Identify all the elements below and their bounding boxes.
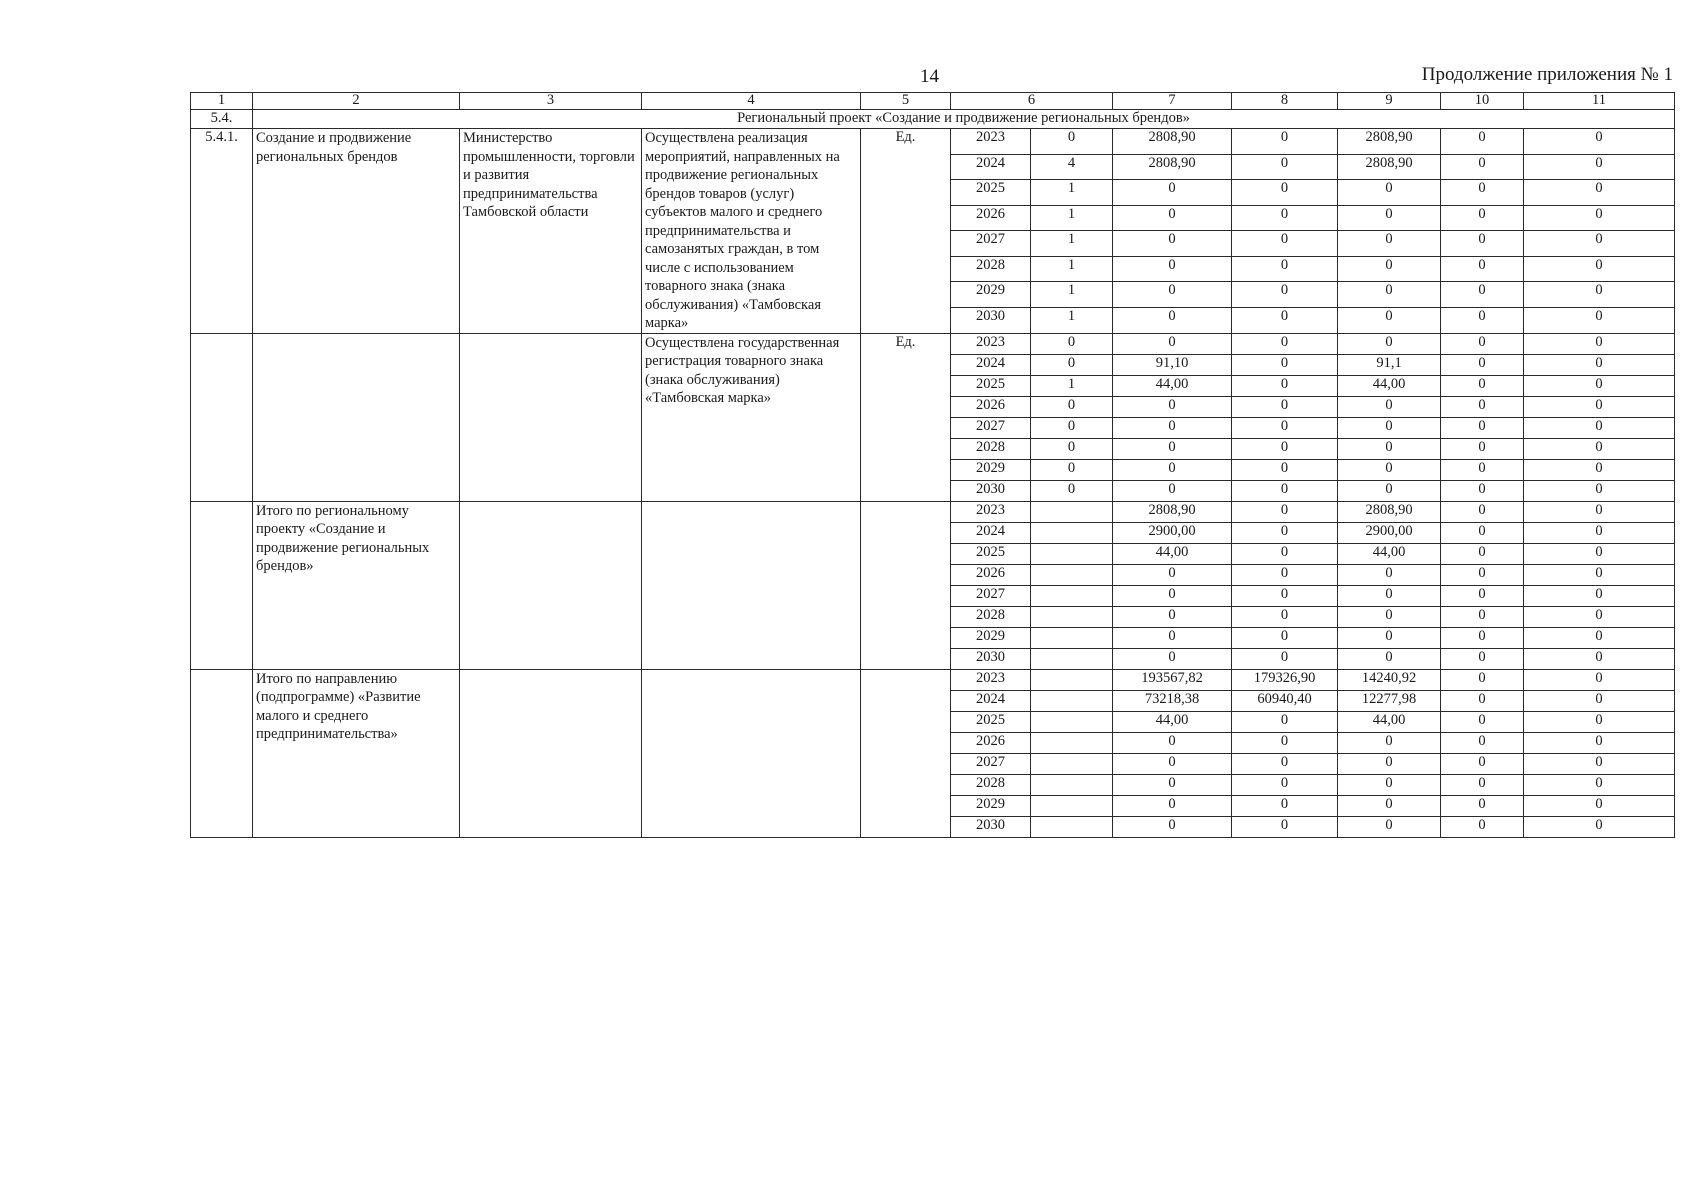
- total-amount: 0: [1113, 459, 1232, 480]
- local-budget: 0: [1441, 690, 1524, 711]
- extra-budget: 0: [1524, 417, 1675, 438]
- federal-budget: 0: [1232, 732, 1338, 753]
- indicator-value: [1031, 753, 1113, 774]
- row-executor: Министерство промышленности, торговли и развития предпринимательства Тамбовской области: [460, 129, 642, 334]
- year-cell: 2027: [951, 585, 1031, 606]
- federal-budget: 0: [1232, 480, 1338, 501]
- federal-budget: 0: [1232, 396, 1338, 417]
- extra-budget: 0: [1524, 154, 1675, 180]
- column-number-row: [191, 93, 1675, 110]
- year-cell: 2030: [951, 480, 1031, 501]
- indicator-value: 1: [1031, 375, 1113, 396]
- federal-budget: 0: [1232, 711, 1338, 732]
- total-amount: 2900,00: [1113, 522, 1232, 543]
- extra-budget: 0: [1524, 816, 1675, 837]
- extra-budget: 0: [1524, 648, 1675, 669]
- extra-budget: 0: [1524, 522, 1675, 543]
- indicator-value: 1: [1031, 205, 1113, 231]
- row-executor: [460, 501, 642, 669]
- total-amount: 0: [1113, 417, 1232, 438]
- local-budget: 0: [1441, 480, 1524, 501]
- extra-budget: 0: [1524, 256, 1675, 282]
- total-amount: 0: [1113, 564, 1232, 585]
- total-amount: 2808,90: [1113, 501, 1232, 522]
- federal-budget: 0: [1232, 522, 1338, 543]
- local-budget: 0: [1441, 732, 1524, 753]
- regional-budget: 0: [1338, 256, 1441, 282]
- extra-budget: 0: [1524, 690, 1675, 711]
- indicator-value: [1031, 564, 1113, 585]
- extra-budget: 0: [1524, 396, 1675, 417]
- year-cell: 2029: [951, 627, 1031, 648]
- indicator-value: [1031, 732, 1113, 753]
- indicator-value: [1031, 522, 1113, 543]
- indicator-value: 0: [1031, 480, 1113, 501]
- total-amount: 2808,90: [1113, 154, 1232, 180]
- total-amount: 0: [1113, 282, 1232, 308]
- local-budget: 0: [1441, 396, 1524, 417]
- regional-budget: 0: [1338, 648, 1441, 669]
- indicator-value: [1031, 606, 1113, 627]
- project-title: Региональный проект «Создание и продвижение региональных брендов»: [253, 110, 1675, 129]
- federal-budget: 0: [1232, 627, 1338, 648]
- federal-budget: 0: [1232, 795, 1338, 816]
- total-amount: 0: [1113, 774, 1232, 795]
- extra-budget: 0: [1524, 375, 1675, 396]
- total-amount: 0: [1113, 180, 1232, 206]
- total-amount: 2808,90: [1113, 129, 1232, 155]
- header-cell: 3: [460, 93, 642, 110]
- header-cell: 10: [1441, 93, 1524, 110]
- extra-budget: 0: [1524, 627, 1675, 648]
- federal-budget: 0: [1232, 354, 1338, 375]
- row-name: Создание и продвижение региональных брендов: [253, 129, 460, 334]
- year-cell: 2028: [951, 774, 1031, 795]
- row-code: [191, 669, 253, 837]
- federal-budget: 0: [1232, 154, 1338, 180]
- indicator-value: [1031, 501, 1113, 522]
- indicator-value: [1031, 816, 1113, 837]
- local-budget: 0: [1441, 154, 1524, 180]
- regional-budget: 0: [1338, 774, 1441, 795]
- regional-budget: 0: [1338, 816, 1441, 837]
- year-cell: 2028: [951, 256, 1031, 282]
- local-budget: 0: [1441, 501, 1524, 522]
- indicator-value: 0: [1031, 438, 1113, 459]
- header-cell: 7: [1113, 93, 1232, 110]
- federal-budget: 0: [1232, 180, 1338, 206]
- local-budget: 0: [1441, 354, 1524, 375]
- extra-budget: 0: [1524, 129, 1675, 155]
- total-amount: 0: [1113, 606, 1232, 627]
- total-amount: 0: [1113, 307, 1232, 333]
- extra-budget: 0: [1524, 585, 1675, 606]
- local-budget: 0: [1441, 231, 1524, 257]
- row-result: [642, 501, 861, 669]
- header-cell: 2: [253, 93, 460, 110]
- table-row: [191, 669, 1675, 690]
- row-code: 5.4.1.: [191, 129, 253, 334]
- federal-budget: 0: [1232, 438, 1338, 459]
- federal-budget: 0: [1232, 205, 1338, 231]
- year-cell: 2023: [951, 669, 1031, 690]
- appendix-table: [190, 92, 1675, 838]
- regional-budget: 2900,00: [1338, 522, 1441, 543]
- total-amount: 0: [1113, 231, 1232, 257]
- local-budget: 0: [1441, 256, 1524, 282]
- year-cell: 2024: [951, 154, 1031, 180]
- local-budget: 0: [1441, 375, 1524, 396]
- regional-budget: 0: [1338, 606, 1441, 627]
- local-budget: 0: [1441, 543, 1524, 564]
- row-unit: Ед.: [861, 129, 951, 334]
- local-budget: 0: [1441, 564, 1524, 585]
- year-cell: 2024: [951, 690, 1031, 711]
- local-budget: 0: [1441, 205, 1524, 231]
- year-cell: 2030: [951, 648, 1031, 669]
- total-amount: 0: [1113, 396, 1232, 417]
- extra-budget: 0: [1524, 180, 1675, 206]
- local-budget: 0: [1441, 129, 1524, 155]
- year-cell: 2029: [951, 282, 1031, 308]
- local-budget: 0: [1441, 522, 1524, 543]
- extra-budget: 0: [1524, 711, 1675, 732]
- regional-budget: 0: [1338, 480, 1441, 501]
- federal-budget: 0: [1232, 606, 1338, 627]
- indicator-value: [1031, 690, 1113, 711]
- regional-budget: 0: [1338, 438, 1441, 459]
- year-cell: 2028: [951, 606, 1031, 627]
- project-code: 5.4.: [191, 110, 253, 129]
- regional-budget: 14240,92: [1338, 669, 1441, 690]
- regional-budget: 0: [1338, 180, 1441, 206]
- extra-budget: 0: [1524, 307, 1675, 333]
- total-amount: 91,10: [1113, 354, 1232, 375]
- year-cell: 2030: [951, 816, 1031, 837]
- indicator-value: [1031, 669, 1113, 690]
- indicator-value: [1031, 627, 1113, 648]
- indicator-value: [1031, 795, 1113, 816]
- federal-budget: 0: [1232, 375, 1338, 396]
- total-amount: 0: [1113, 333, 1232, 354]
- header-cell: 1: [191, 93, 253, 110]
- year-cell: 2029: [951, 459, 1031, 480]
- regional-budget: 0: [1338, 307, 1441, 333]
- local-budget: 0: [1441, 417, 1524, 438]
- row-result: Осуществлена реализация мероприятий, направленных на продвижение региональных брендов товаров (услуг) субъектов малого и среднего предпринимательства и самозанятых граждан, в том числе с использованием товарного знака (знака обслуживания) «Тамбовская марка»: [642, 129, 861, 334]
- extra-budget: 0: [1524, 282, 1675, 308]
- extra-budget: 0: [1524, 795, 1675, 816]
- regional-budget: 0: [1338, 417, 1441, 438]
- header-cell: 4: [642, 93, 861, 110]
- row-name: Итого по направлению (подпрограмме) «Развитие малого и среднего предпринимательства»: [253, 669, 460, 837]
- extra-budget: 0: [1524, 774, 1675, 795]
- indicator-value: 1: [1031, 231, 1113, 257]
- project-row: [191, 110, 1675, 129]
- row-name: [253, 333, 460, 501]
- total-amount: 0: [1113, 627, 1232, 648]
- indicator-value: [1031, 648, 1113, 669]
- year-cell: 2026: [951, 564, 1031, 585]
- extra-budget: 0: [1524, 354, 1675, 375]
- indicator-value: 0: [1031, 396, 1113, 417]
- local-budget: 0: [1441, 438, 1524, 459]
- row-unit: [861, 669, 951, 837]
- regional-budget: 2808,90: [1338, 129, 1441, 155]
- federal-budget: 0: [1232, 282, 1338, 308]
- row-executor: [460, 333, 642, 501]
- extra-budget: 0: [1524, 543, 1675, 564]
- year-cell: 2025: [951, 375, 1031, 396]
- indicator-value: [1031, 774, 1113, 795]
- year-cell: 2027: [951, 231, 1031, 257]
- total-amount: 0: [1113, 256, 1232, 282]
- year-cell: 2023: [951, 501, 1031, 522]
- total-amount: 193567,82: [1113, 669, 1232, 690]
- federal-budget: 0: [1232, 256, 1338, 282]
- header-cell: 11: [1524, 93, 1675, 110]
- year-cell: 2027: [951, 417, 1031, 438]
- page-number: 14: [920, 66, 939, 87]
- regional-budget: 2808,90: [1338, 154, 1441, 180]
- federal-budget: 0: [1232, 333, 1338, 354]
- indicator-value: 0: [1031, 129, 1113, 155]
- regional-budget: 0: [1338, 459, 1441, 480]
- federal-budget: 0: [1232, 564, 1338, 585]
- federal-budget: 0: [1232, 501, 1338, 522]
- regional-budget: 0: [1338, 205, 1441, 231]
- table-row: [191, 129, 1675, 155]
- federal-budget: 0: [1232, 753, 1338, 774]
- federal-budget: 0: [1232, 129, 1338, 155]
- regional-budget: 0: [1338, 333, 1441, 354]
- indicator-value: 0: [1031, 333, 1113, 354]
- local-budget: 0: [1441, 627, 1524, 648]
- table-row: [191, 333, 1675, 354]
- year-cell: 2026: [951, 732, 1031, 753]
- federal-budget: 0: [1232, 459, 1338, 480]
- indicator-value: 0: [1031, 417, 1113, 438]
- indicator-value: 1: [1031, 282, 1113, 308]
- regional-budget: 44,00: [1338, 543, 1441, 564]
- table-row: [191, 501, 1675, 522]
- local-budget: 0: [1441, 585, 1524, 606]
- extra-budget: 0: [1524, 205, 1675, 231]
- row-result: Осуществлена государственная регистрация товарного знака (знака обслуживания) «Тамбовская марка»: [642, 333, 861, 501]
- year-cell: 2024: [951, 354, 1031, 375]
- regional-budget: 0: [1338, 627, 1441, 648]
- year-cell: 2026: [951, 205, 1031, 231]
- regional-budget: 0: [1338, 732, 1441, 753]
- indicator-value: [1031, 711, 1113, 732]
- indicator-value: 1: [1031, 256, 1113, 282]
- local-budget: 0: [1441, 669, 1524, 690]
- federal-budget: 0: [1232, 543, 1338, 564]
- regional-budget: 0: [1338, 795, 1441, 816]
- row-code: [191, 501, 253, 669]
- header-cell: 5: [861, 93, 951, 110]
- regional-budget: 0: [1338, 282, 1441, 308]
- indicator-value: [1031, 585, 1113, 606]
- regional-budget: 12277,98: [1338, 690, 1441, 711]
- federal-budget: 0: [1232, 774, 1338, 795]
- year-cell: 2023: [951, 333, 1031, 354]
- federal-budget: 179326,90: [1232, 669, 1338, 690]
- year-cell: 2029: [951, 795, 1031, 816]
- indicator-value: [1031, 543, 1113, 564]
- extra-budget: 0: [1524, 732, 1675, 753]
- indicator-value: 0: [1031, 459, 1113, 480]
- year-cell: 2026: [951, 396, 1031, 417]
- total-amount: 0: [1113, 205, 1232, 231]
- local-budget: 0: [1441, 774, 1524, 795]
- extra-budget: 0: [1524, 333, 1675, 354]
- local-budget: 0: [1441, 282, 1524, 308]
- extra-budget: 0: [1524, 564, 1675, 585]
- regional-budget: 0: [1338, 396, 1441, 417]
- federal-budget: 60940,40: [1232, 690, 1338, 711]
- federal-budget: 0: [1232, 585, 1338, 606]
- extra-budget: 0: [1524, 753, 1675, 774]
- extra-budget: 0: [1524, 459, 1675, 480]
- local-budget: 0: [1441, 333, 1524, 354]
- total-amount: 0: [1113, 648, 1232, 669]
- year-cell: 2030: [951, 307, 1031, 333]
- header-cell: 9: [1338, 93, 1441, 110]
- regional-budget: 91,1: [1338, 354, 1441, 375]
- regional-budget: 0: [1338, 231, 1441, 257]
- total-amount: 0: [1113, 795, 1232, 816]
- row-executor: [460, 669, 642, 837]
- regional-budget: 2808,90: [1338, 501, 1441, 522]
- indicator-value: 0: [1031, 354, 1113, 375]
- row-name: Итого по региональному проекту «Создание и продвижение региональных брендов»: [253, 501, 460, 669]
- regional-budget: 0: [1338, 753, 1441, 774]
- total-amount: 0: [1113, 753, 1232, 774]
- year-cell: 2023: [951, 129, 1031, 155]
- row-code: [191, 333, 253, 501]
- indicator-value: 4: [1031, 154, 1113, 180]
- local-budget: 0: [1441, 816, 1524, 837]
- regional-budget: 0: [1338, 585, 1441, 606]
- regional-budget: 44,00: [1338, 711, 1441, 732]
- extra-budget: 0: [1524, 438, 1675, 459]
- year-cell: 2025: [951, 711, 1031, 732]
- extra-budget: 0: [1524, 501, 1675, 522]
- local-budget: 0: [1441, 711, 1524, 732]
- local-budget: 0: [1441, 753, 1524, 774]
- total-amount: 44,00: [1113, 375, 1232, 396]
- indicator-value: 1: [1031, 180, 1113, 206]
- local-budget: 0: [1441, 648, 1524, 669]
- federal-budget: 0: [1232, 648, 1338, 669]
- local-budget: 0: [1441, 180, 1524, 206]
- total-amount: 0: [1113, 438, 1232, 459]
- federal-budget: 0: [1232, 231, 1338, 257]
- local-budget: 0: [1441, 307, 1524, 333]
- row-unit: Ед.: [861, 333, 951, 501]
- year-cell: 2028: [951, 438, 1031, 459]
- extra-budget: 0: [1524, 669, 1675, 690]
- extra-budget: 0: [1524, 231, 1675, 257]
- total-amount: 73218,38: [1113, 690, 1232, 711]
- extra-budget: 0: [1524, 606, 1675, 627]
- total-amount: 0: [1113, 816, 1232, 837]
- regional-budget: 0: [1338, 564, 1441, 585]
- local-budget: 0: [1441, 606, 1524, 627]
- total-amount: 0: [1113, 585, 1232, 606]
- header-cell: 6: [951, 93, 1113, 110]
- federal-budget: 0: [1232, 417, 1338, 438]
- row-result: [642, 669, 861, 837]
- federal-budget: 0: [1232, 816, 1338, 837]
- row-unit: [861, 501, 951, 669]
- total-amount: 0: [1113, 732, 1232, 753]
- header-cell: 8: [1232, 93, 1338, 110]
- local-budget: 0: [1441, 795, 1524, 816]
- regional-budget: 44,00: [1338, 375, 1441, 396]
- year-cell: 2024: [951, 522, 1031, 543]
- year-cell: 2025: [951, 180, 1031, 206]
- total-amount: 44,00: [1113, 711, 1232, 732]
- federal-budget: 0: [1232, 307, 1338, 333]
- year-cell: 2027: [951, 753, 1031, 774]
- total-amount: 44,00: [1113, 543, 1232, 564]
- continuation-label: Продолжение приложения № 1: [1421, 64, 1673, 85]
- extra-budget: 0: [1524, 480, 1675, 501]
- total-amount: 0: [1113, 480, 1232, 501]
- year-cell: 2025: [951, 543, 1031, 564]
- indicator-value: 1: [1031, 307, 1113, 333]
- local-budget: 0: [1441, 459, 1524, 480]
